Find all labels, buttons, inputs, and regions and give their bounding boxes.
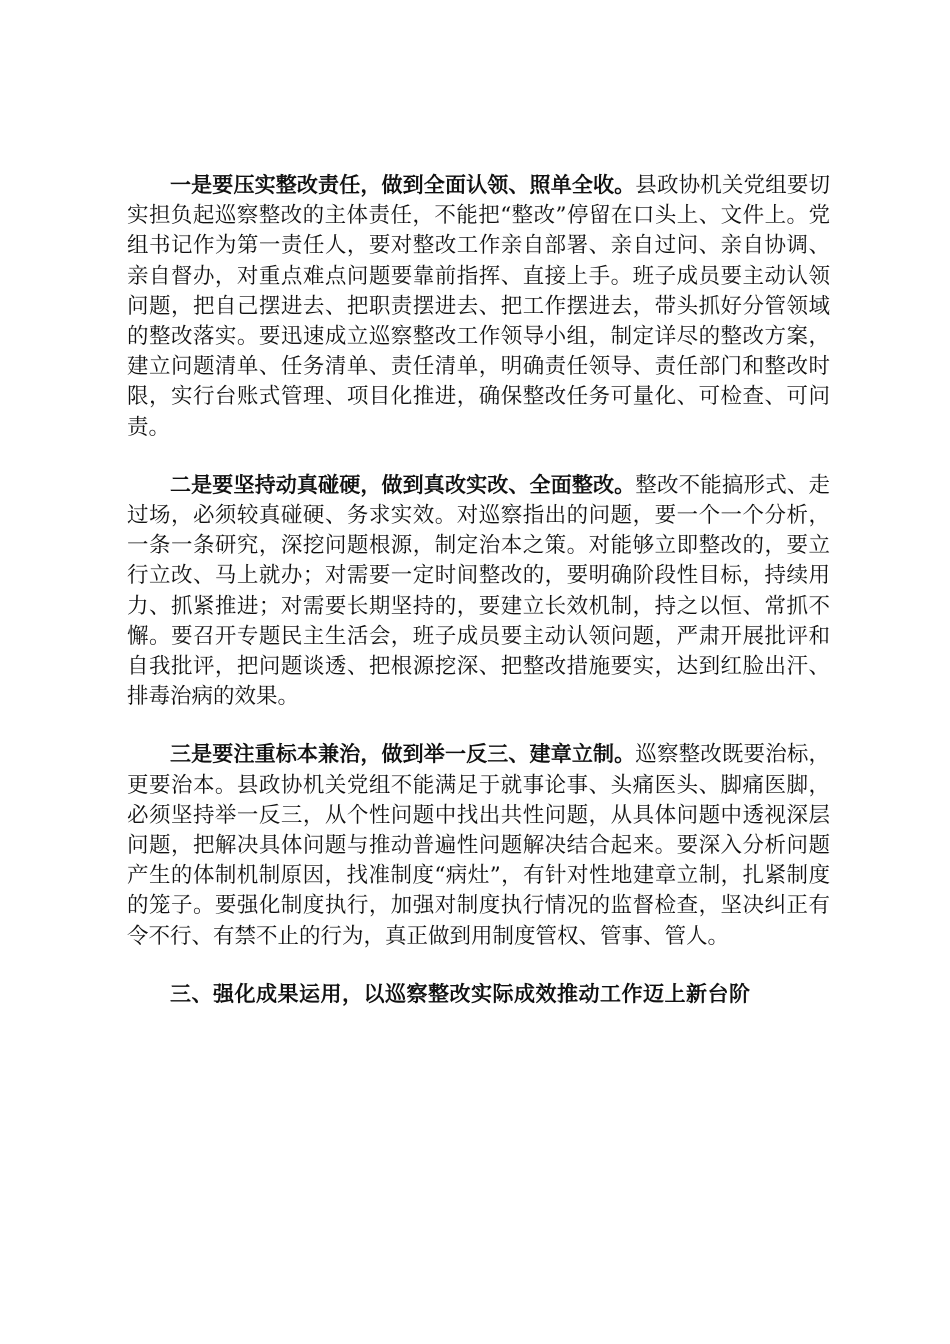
paragraph-3-lead: 三是要注重标本兼治，做到举一反三、建章立制。	[170, 742, 636, 767]
section-heading: 三、强化成果运用，以巡察整改实际成效推动工作迈上新台阶	[170, 981, 751, 1006]
paragraph-3-body: 巡察整改既要治标，更要治本。县政协机关党组不能满足于就事论事、头痛医头、脚痛医脚，必须坚持举一反三，从个性问题中找出共性问题，从具体问题中透视深层问题，把解决具体问题与推动普遍性问题解决结合起来。要深入分析问题产生的体制机制原因，找准制度“病灶”，有针对性地建章立制，扎紧制度的笼子。要强化制度执行，加强对制度执行情况的监督检查，坚决纠正有令不行、有禁不止的行为，真正做到用制度管权、管事、管人。	[127, 742, 830, 949]
paragraph-2-lead: 二是要坚持动真碰硬，做到真改实改、全面整改。	[170, 472, 636, 497]
paragraph-2-body: 整改不能搞形式、走过场，必须较真碰硬、务求实效。对巡察指出的问题，要一个一个分析，一条一条研究，深挖问题根源，制定治本之策。对能够立即整改的，要立行立改、马上就办；对需要一定时间整改的，要明确阶段性目标，持续用力、抓紧推进；对需要长期坚持的，要建立长效机制，持之以恒、常抓不懈。要召开专题民主生活会，班子成员要主动认领问题，严肃开展批评和自我批评，把问题谈透、把根源挖深、把整改措施要实，达到红脸出汗、排毒治病的效果。	[127, 472, 830, 710]
document-body	[127, 170, 830, 1009]
paragraph-3	[127, 739, 830, 951]
paragraph-1	[127, 170, 830, 443]
paragraph-1-lead: 一是要压实整改责任，做到全面认领、照单全收。	[170, 173, 636, 197]
paragraph-2	[127, 470, 830, 713]
paragraph-1-body: 县政协机关党组要切实担负起巡察整改的主体责任，不能把“整改”停留在口头上、文件上。党组书记作为第一责任人，要对整改工作亲自部署、亲自过问、亲自协调、亲自督办，对重点难点问题要靠前指挥、直接上手。班子成员要主动认领问题，把自己摆进去、把职责摆进去、把工作摆进去，带头抓好分管领域的整改落实。要迅速成立巡察整改工作领导小组，制定详尽的整改方案，建立问题清单、任务清单、责任清单，明确责任领导、责任部门和整改时限，实行台账式管理、项目化推进，确保整改任务可量化、可检查、可问责。	[127, 173, 830, 440]
